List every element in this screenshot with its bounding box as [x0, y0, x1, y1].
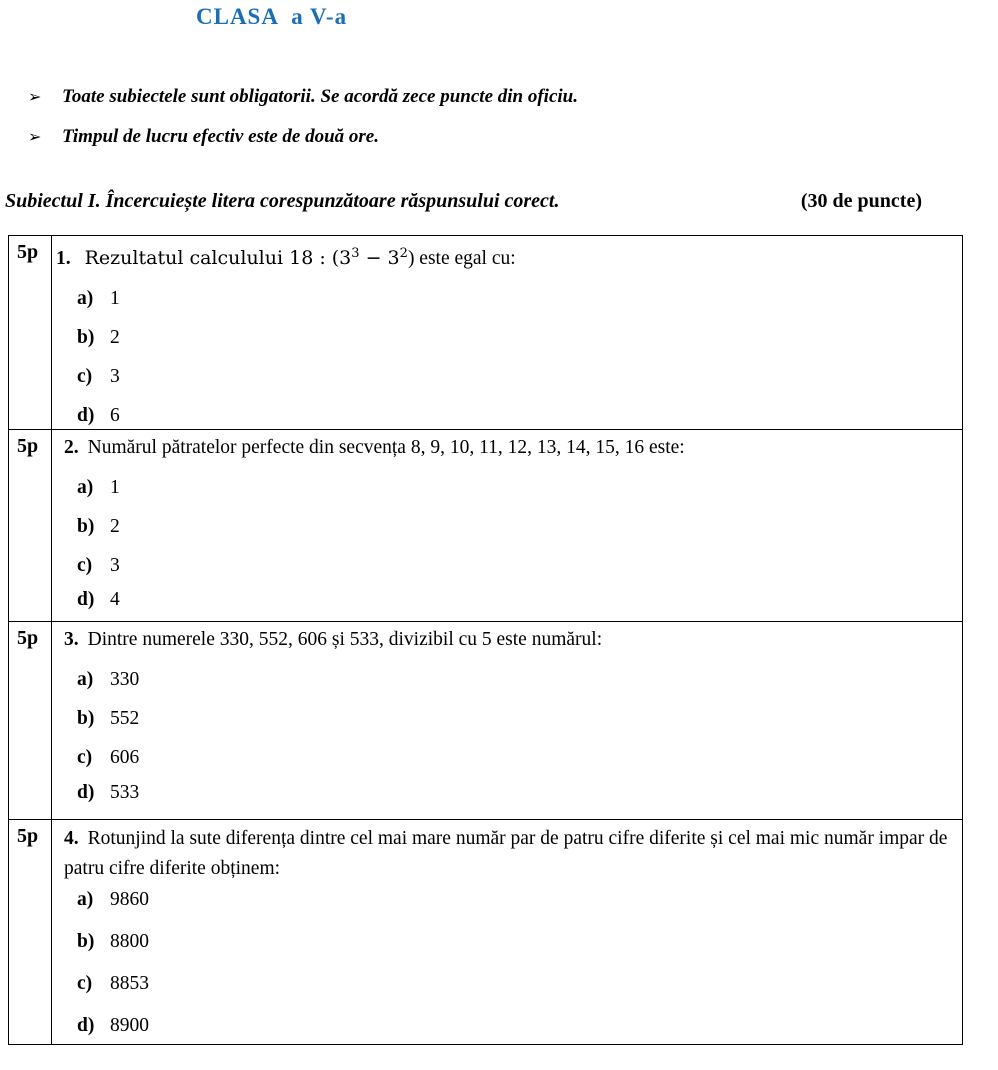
question-math-text: Rezultatul calculului 18 : (3: [84, 247, 352, 269]
question-number: 4.: [64, 828, 79, 849]
option-letter: b): [77, 516, 95, 537]
option-value: 330: [110, 669, 140, 690]
option-line: [56, 285, 952, 312]
question-row: [9, 236, 963, 430]
question-text-body: Numărul pătratelor perfecte din secvența 8, 9, 10, 11, 12, 13, 14, 15, 16 este:: [87, 437, 685, 458]
question-row: [9, 622, 963, 820]
question-text: [64, 626, 952, 654]
option-line: [64, 970, 952, 997]
option-line: [64, 886, 952, 913]
option-line: [56, 363, 952, 390]
instruction-item: [28, 84, 578, 111]
question-cell: [52, 236, 963, 430]
question-number: 1.: [56, 248, 71, 269]
option-letter: a): [77, 288, 94, 309]
question-cell: [52, 430, 963, 622]
option-letter: c): [77, 747, 93, 768]
instruction-text: Timpul de lucru efectiv este de două ore.: [62, 126, 379, 147]
question-number: 2.: [64, 437, 79, 458]
option-value: 8853: [110, 973, 149, 994]
option-value: 8900: [110, 1015, 149, 1036]
exponent: 2: [399, 246, 408, 261]
instructions-list: [28, 84, 578, 164]
option-value: 1: [110, 288, 120, 309]
instruction-item: [28, 124, 578, 151]
option-value: 8800: [110, 931, 149, 952]
option-line: [64, 744, 952, 771]
option-letter: c): [77, 366, 93, 387]
option-letter: a): [77, 477, 94, 498]
option-line: [64, 474, 952, 501]
question-cell: [52, 622, 963, 820]
option-letter: d): [77, 405, 95, 426]
option-line: [64, 779, 952, 806]
option-value: 2: [110, 516, 120, 537]
question-math-text: − 3: [359, 247, 400, 269]
option-line: [64, 705, 952, 732]
questions-table: [8, 235, 963, 1045]
option-letter: a): [77, 669, 94, 690]
section-header: [5, 188, 922, 214]
option-value: 4: [110, 589, 120, 610]
option-line: [64, 586, 952, 613]
question-cell: [52, 820, 963, 1045]
option-line: [64, 513, 952, 540]
option-value: 2: [110, 327, 120, 348]
option-letter: b): [77, 931, 95, 952]
option-letter: c): [77, 973, 93, 994]
option-letter: c): [77, 555, 93, 576]
question-text-tail: ) este egal cu:: [407, 248, 516, 269]
question-text-body: Rotunjind la sute diferența dintre cel mai mare număr par de patru cifre diferite și cel mai mic număr impar de patru cifre diferite obținem:: [64, 828, 948, 879]
option-value: 606: [110, 747, 140, 768]
page-title: CLASA a V-a: [196, 4, 348, 29]
points-cell: 5p: [9, 236, 52, 430]
exponent: 3: [351, 246, 360, 261]
option-line: [64, 552, 952, 579]
option-line: [64, 666, 952, 693]
points-cell: 5p: [9, 820, 52, 1045]
option-letter: a): [77, 889, 94, 910]
option-line: [64, 1012, 952, 1039]
option-letter: d): [77, 782, 95, 803]
option-line: [64, 928, 952, 955]
question-text-body: Dintre numerele 330, 552, 606 și 533, divizibil cu 5 este numărul:: [87, 629, 603, 650]
option-value: 1: [110, 477, 120, 498]
option-value: 3: [110, 555, 120, 576]
option-letter: b): [77, 708, 95, 729]
question-text: [56, 240, 952, 273]
question-row: [9, 820, 963, 1045]
option-letter: b): [77, 327, 95, 348]
question-text: [64, 824, 952, 884]
question-text: [64, 434, 952, 462]
question-number: 3.: [64, 629, 79, 650]
points-cell: 5p: [9, 622, 52, 820]
option-value: 533: [110, 782, 140, 803]
option-line: [56, 402, 952, 429]
section-heading: Subiectul I. Încercuiește litera corespunzătoare răspunsului corect.: [5, 190, 560, 212]
option-line: [56, 324, 952, 351]
arrow-bullet-icon: ➢: [28, 129, 42, 146]
section-points: (30 de puncte): [800, 190, 922, 212]
question-row: [9, 430, 963, 622]
option-value: 3: [110, 366, 120, 387]
option-letter: d): [77, 589, 95, 610]
option-letter: d): [77, 1015, 95, 1036]
arrow-bullet-icon: ➢: [28, 89, 42, 106]
option-value: 552: [110, 708, 140, 729]
instruction-text: Toate subiectele sunt obligatorii. Se acordă zece puncte din oficiu.: [62, 86, 578, 107]
option-value: 9860: [110, 889, 149, 910]
option-value: 6: [110, 405, 120, 426]
points-cell: 5p: [9, 430, 52, 622]
